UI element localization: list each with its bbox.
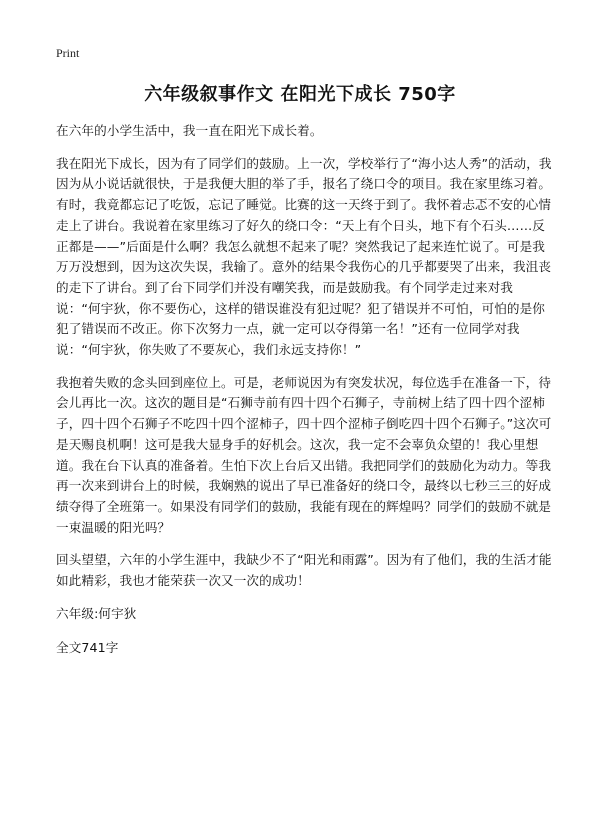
- paragraph-second-try: 我抱着失败的念头回到座位上。可是，老师说因为有突发状况，每位选手在准备一下，待会儿再比一次。这次的题目是“石狮寺前有四十四个石狮子，寺前树上结了四十四个涩柿子，四十四个石狮子不吃四十四个涩柿子，四十四个涩柿子倒吃四十四个石狮子。”这次可是天赐良机啊！这可是我大显身手的好机会。这次，我一定不会辜负众望的！我心里想道。我在台下认真的准备着。生怕下次上台后又出错。我把同学们的鼓励化为动力。等我再一次来到讲台上的时候，我娴熟的说出了早已准备好的绕口令，最终以七秒三三的好成绩夺得了全班第一。如果没有同学们的鼓励，我能有现在的辉煌吗？同学们的鼓励不就是一束温暖的阳光吗？: [56, 374, 552, 535]
- paragraph-intro: 在六年的小学生活中，我一直在阳光下成长着。: [56, 123, 323, 138]
- article-body: [56, 121, 552, 673]
- print-link[interactable]: Print: [56, 46, 80, 60]
- paragraph-conclusion: 回头望望，六年的小学生涯中，我缺少不了“阳光和雨露”。因为有了他们，我的生活才能如此精彩，我也才能荣获一次又一次的成功！: [56, 552, 552, 589]
- word-count: 全文741字: [56, 640, 119, 656]
- author-line: 六年级:何宇狄: [56, 605, 137, 621]
- article-title: 六年级叙事作文 在阳光下成长 750字: [144, 84, 456, 105]
- paragraph-encouragement: 我在阳光下成长，因为有了同学们的鼓励。上一次，学校举行了“海小达人秀”的活动，我因为从小说话就很快，于是我便大胆的举了手，报名了绕口令的项目。我在家里练习着。有时，我竟都忘记了吃饭，忘记了睡觉。比赛的这一天终于到了。我怀着忐忑不安的心情走上了讲台。我说着在家里练习了好久的绕口令：“天上有个日头，地下有个石头……反正都是——”后面是什么啊？我怎么就想不起来了呢？突然我记了起来连忙说了。可是我万万没想到，因为这次失误，我输了。意外的结果令我伤心的几乎都要哭了出来，我沮丧的走下了讲台。到了台下同学们并没有嘲笑我，而是鼓励我。有个同学走过来对我说：“何宇狄，你不要伤心，这样的错误谁没有犯过呢？犯了错误并不可怕，可怕的是你犯了错误而不改正。你下次努力一点，就一定可以夺得第一名！”还有一位同学对我说：“何宇狄，你失败了不要灰心，我们永远支持你！”: [56, 155, 552, 358]
